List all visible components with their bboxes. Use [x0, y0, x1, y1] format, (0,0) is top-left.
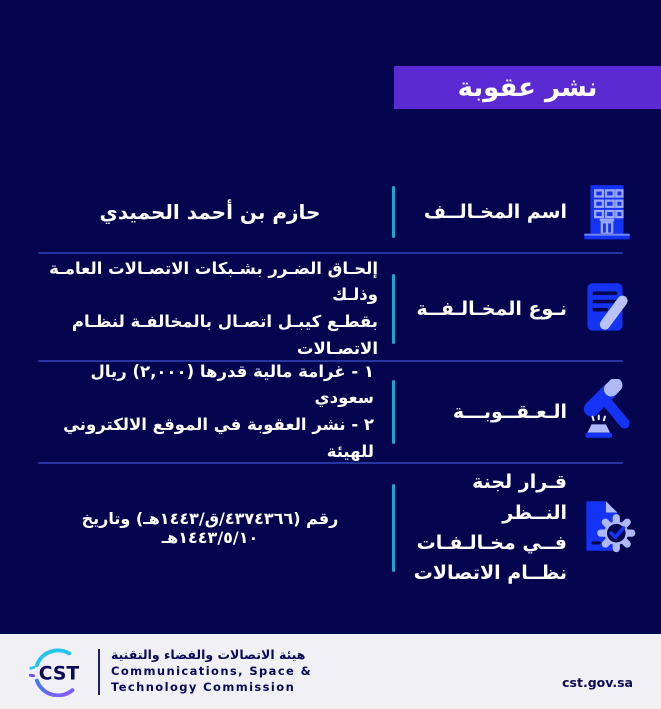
- teal-divider: [392, 186, 395, 238]
- org-name-english: [111, 664, 312, 695]
- violation-type-line-2: بقطـع كيبـل اتصـال بالمخالفـة لنظـام الاتصـالات: [71, 312, 378, 358]
- document-gear-check-icon: [567, 495, 647, 561]
- decision-label-line-3: نظــام الاتصالات: [413, 562, 567, 585]
- teal-divider: [392, 274, 395, 344]
- building-icon: [567, 179, 647, 245]
- website-url: cst.gov.sa: [562, 675, 633, 690]
- footer-divider: [98, 649, 100, 695]
- penalty-line-1: ١ - غرامة مالية قدرها (٢,٠٠٠) ريال سعودي: [90, 361, 374, 408]
- row-penalty: [36, 361, 647, 461]
- violator-name-value: حازم بن أحمد الحميدي: [99, 200, 321, 224]
- org-name-english-line-1: Communications, Space &: [111, 664, 313, 679]
- row-decision: [36, 472, 647, 584]
- document-pen-icon: [567, 276, 647, 342]
- violation-type-line-1: إلحـاق الضـرر بشـبكات الاتصـالات العامـة وذلـك: [49, 258, 378, 305]
- decision-label-line-2: فــي مخـالـفـات: [416, 532, 567, 554]
- footer: [0, 634, 661, 709]
- penalty-line-2: ٢ - نشر العقوبة في الموقع الالكتروني للهيئة: [63, 415, 374, 461]
- penalty-label: الـعـقــوبـــة: [452, 400, 567, 423]
- row-violator-name: [36, 174, 647, 250]
- teal-divider: [392, 484, 395, 572]
- banner-title: نشر عقوبة: [457, 72, 598, 103]
- org-name-block: [111, 647, 312, 695]
- org-name-english-line-2: Technology Commission: [111, 680, 296, 694]
- footer-brand: [28, 647, 312, 697]
- row-separator: [38, 252, 623, 254]
- violation-type-label: نـوع المخـالـفــة: [416, 297, 567, 320]
- violator-name-label: اسم المخـالــف: [423, 200, 567, 223]
- decision-label-line-1: قـرار لجنة النــظر: [472, 471, 567, 524]
- row-violation-type: [36, 258, 647, 358]
- row-separator: [38, 462, 623, 464]
- org-name-arabic: هيئة الاتصالات والفضاء والتقنية: [111, 647, 306, 663]
- cst-logo-icon: [28, 647, 88, 697]
- decision-label: [399, 467, 567, 589]
- decision-number-value: رقم (٤٣٧٤٣٦٦/ق/١٤٤٣هـ) وتاريخ ١٤٤٣/٥/١٠هـ: [81, 509, 339, 547]
- gavel-icon: [567, 379, 647, 445]
- banner: [394, 66, 661, 109]
- violation-type-value: [36, 256, 388, 363]
- penalty-value: [36, 359, 388, 466]
- cst-logo-text: CST: [38, 663, 80, 684]
- teal-divider: [392, 380, 395, 444]
